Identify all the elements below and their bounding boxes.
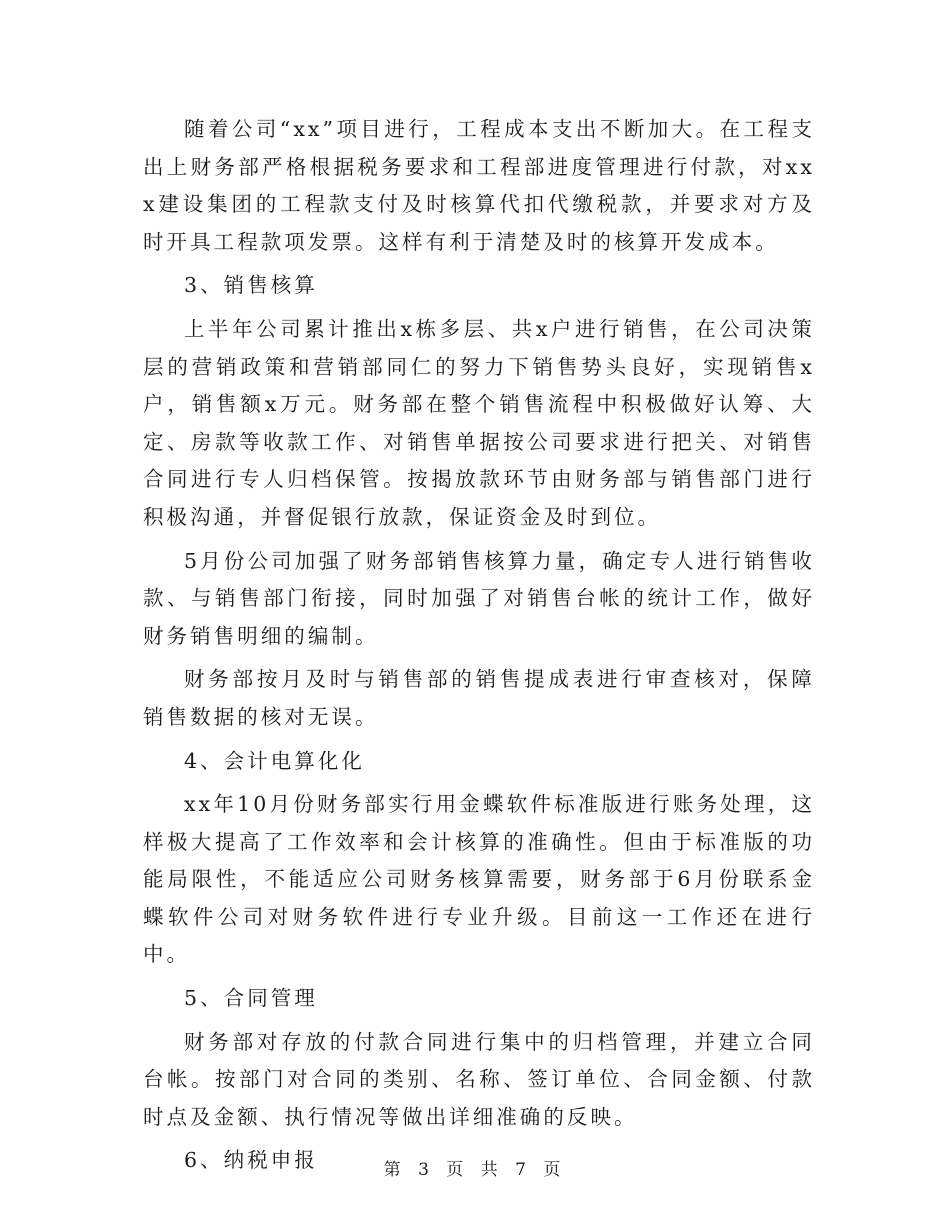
document-body (143, 111, 815, 1180)
paragraph-sales-summary: 上半年公司累计推出x栋多层、共x户进行销售，在公司决策层的营销政策和营销部同仁的努力下销售势头良好，实现销售x户，销售额x万元。财务部在整个销售流程中积极做好认筹、大定、房款等收款工作、对销售单据按公司要求进行把关、对销售合同进行专人归档保管。按揭放款环节由财务部与销售部门进行积极沟通，并督促银行放款，保证资金及时到位。 (143, 316, 815, 529)
paragraph-engineering-cost: 随着公司“xx”项目进行，工程成本支出不断加大。在工程支出上财务部严格根据税务要求和工程部进度管理进行付款，对xxx建设集团的工程款支付及时核算代扣代缴税款，并要求对方及时开具工程款项发票。这样有利于清楚及时的核算开发成本。 (143, 117, 815, 254)
paragraph-contract-filing: 财务部对存放的付款合同进行集中的归档管理，并建立合同台帐。按部门对合同的类别、名称、签订单位、合同金额、付款时点及金额、执行情况等做出详细准确的反映。 (143, 1029, 815, 1129)
heading-sales-accounting: 3、销售核算 (184, 273, 318, 298)
heading-tax-filing: 6、纳税申报 (184, 1148, 318, 1173)
heading-contract-management: 5、合同管理 (184, 986, 318, 1011)
paragraph-may-sales-staff: 5月份公司加强了财务部销售核算力量，确定专人进行销售收款、与销售部门衔接，同时加强了对销售台帐的统计工作，做好财务销售明细的编制。 (143, 548, 815, 648)
page-number-footer: 第 3 页 共 7 页 (383, 1160, 567, 1180)
heading-computerized-accounting: 4、会计电算化化 (184, 748, 365, 773)
paragraph-monthly-check: 财务部按月及时与销售部的销售提成表进行审查核对，保障销售数据的核对无误。 (143, 667, 815, 729)
paragraph-kingdee-software: xx年10月份财务部实行用金蝶软件标准版进行账务处理，这样极大提高了工作效率和会计核算的准确性。但由于标准版的功能局限性，不能适应公司财务核算需要，财务部于6月份联系金蝶软件公司对财务软件进行专业升级。目前这一工作还在进行中。 (143, 792, 815, 967)
